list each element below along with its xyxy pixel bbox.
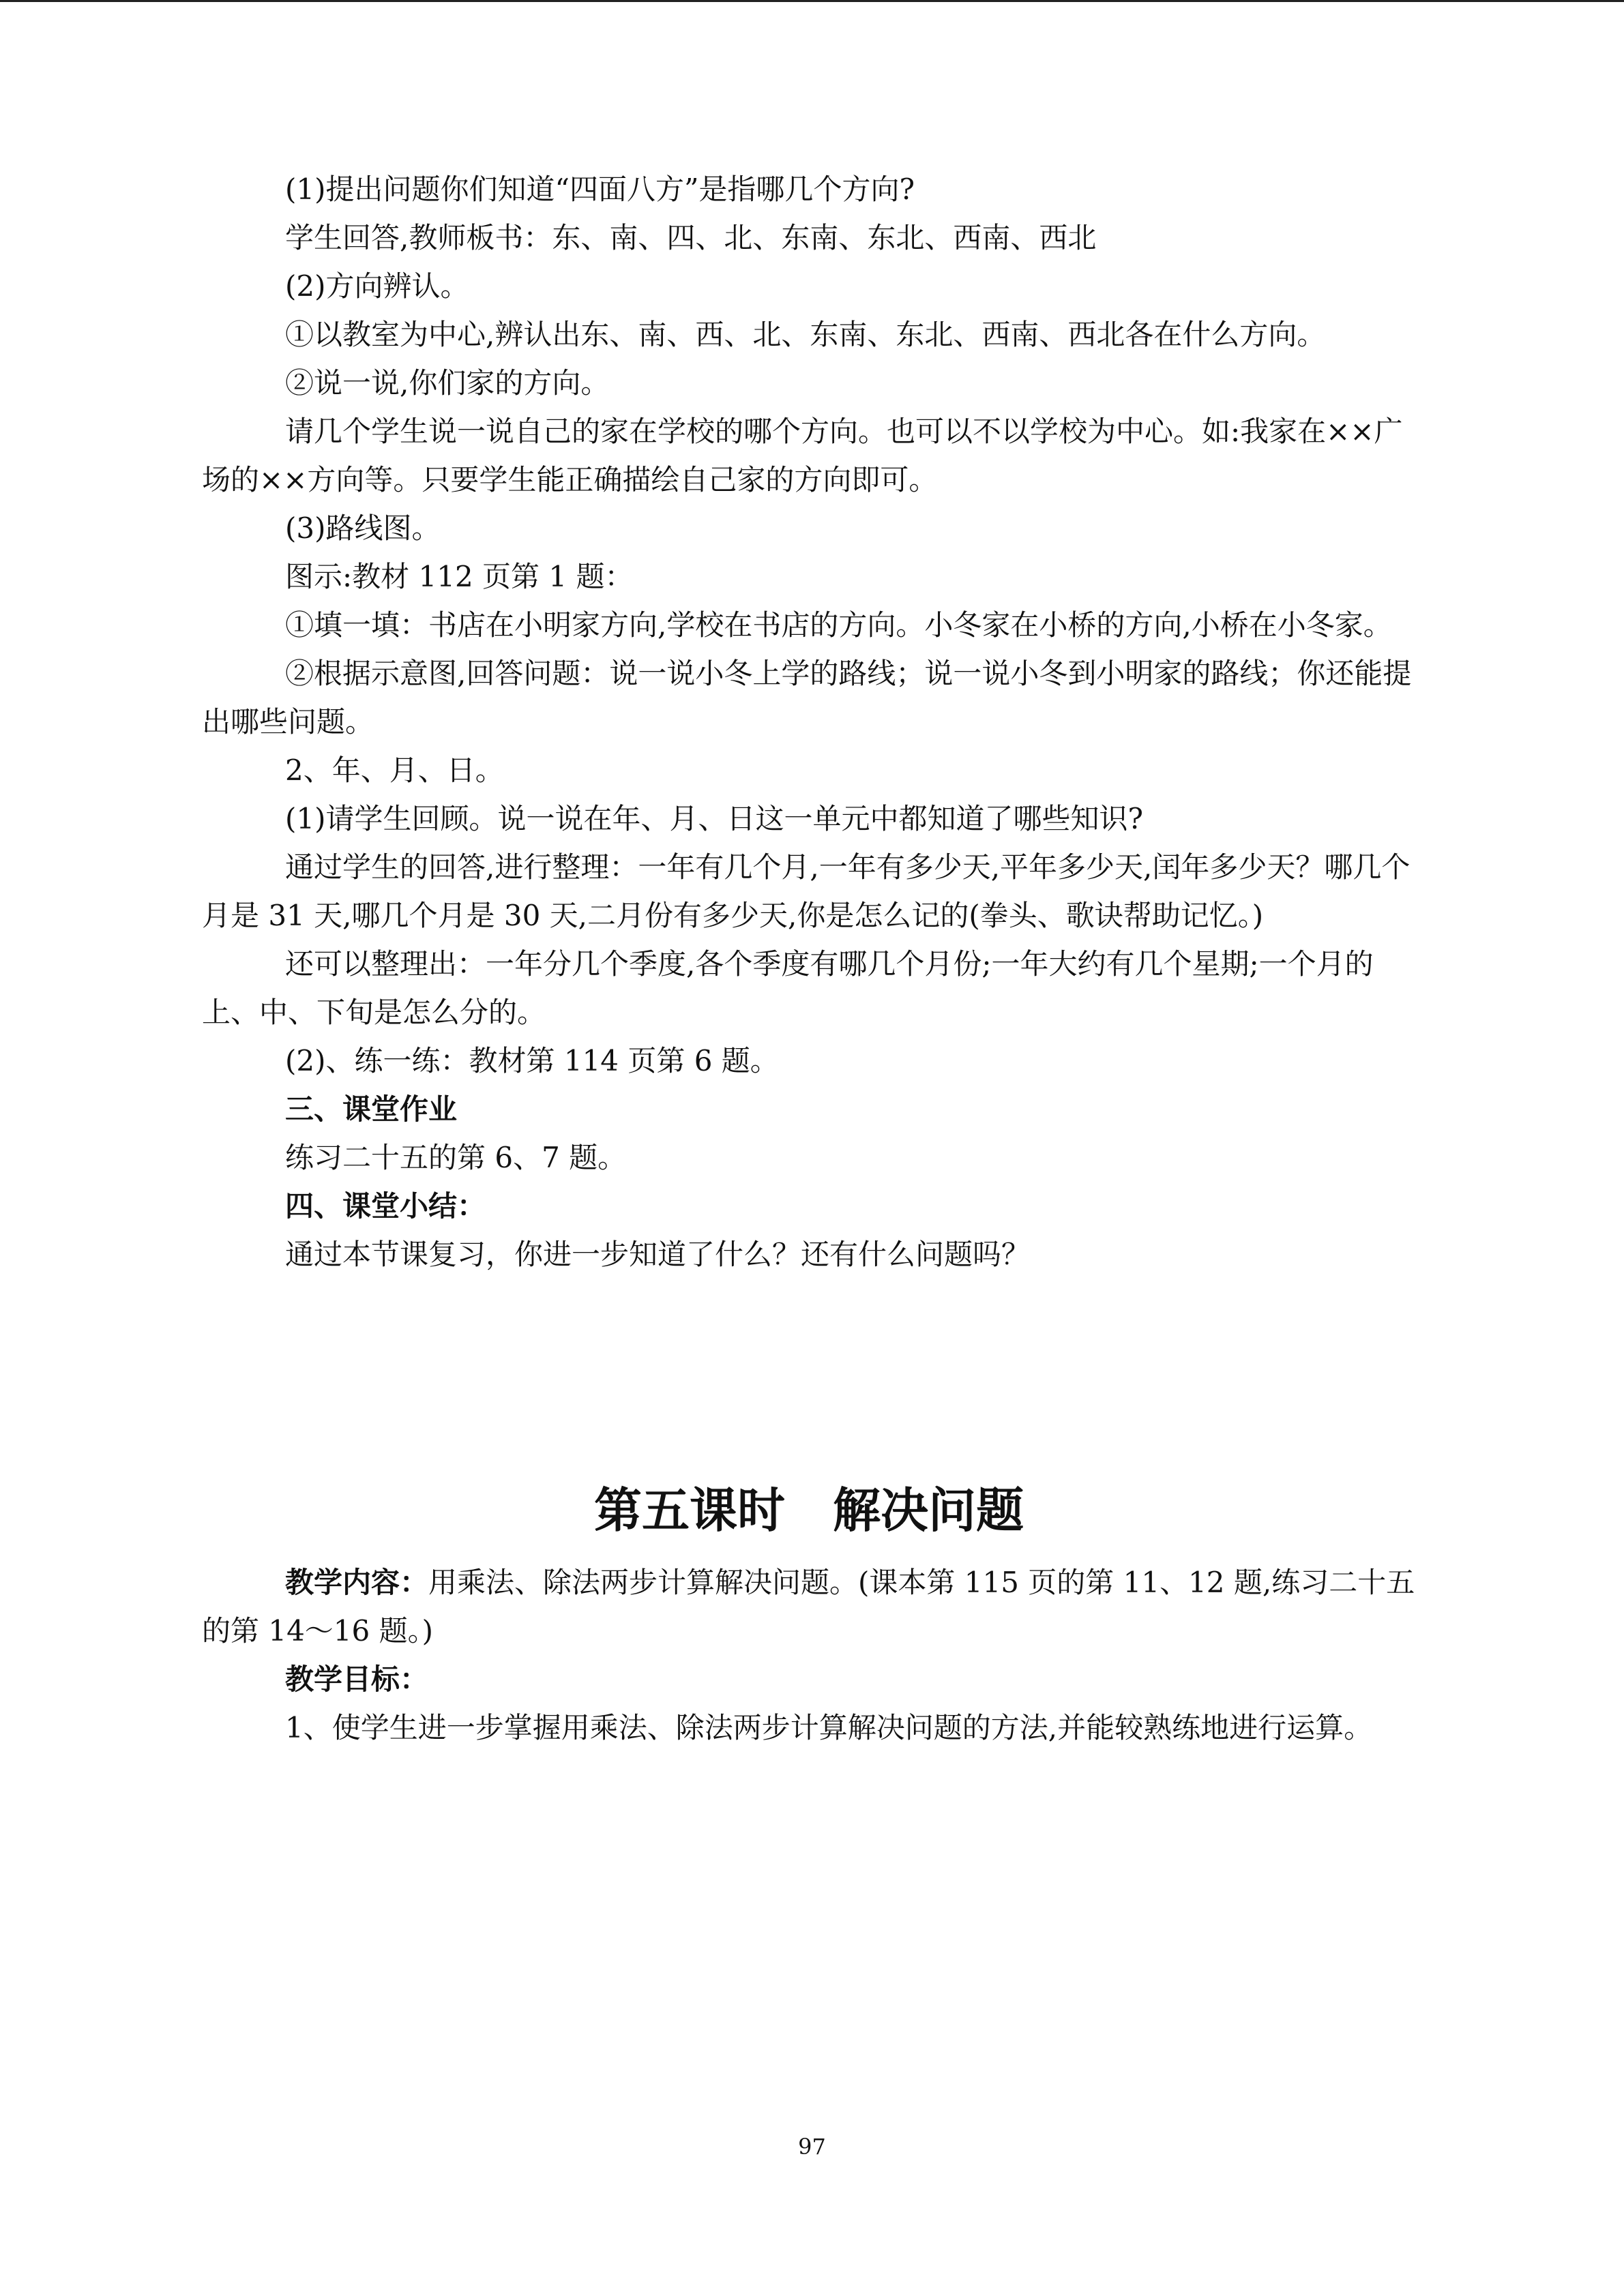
teaching-goal-item: 1、使学生进一步掌握用乘法、除法两步计算解决问题的方法,并能较熟练地进行运算。 (285, 1711, 1373, 1744)
teaching-content-paragraph (202, 1558, 1416, 1655)
paragraph: 2、年、月、日。 (285, 754, 504, 787)
section-gap (202, 1279, 1416, 1476)
top-border-rule (0, 0, 1624, 2)
paragraph: 还可以整理出：一年分几个季度,各个季度有哪几个月份;一年大约有几个星期;一个月的上、中、下旬是怎么分的。 (202, 947, 1374, 1029)
teaching-content-label: 教学内容： (285, 1566, 429, 1599)
paragraph: 学生回答,教师板书：东、南、四、北、东南、东北、西南、西北 (285, 221, 1097, 254)
paragraph: 图示:教材 112 页第 1 题： (285, 560, 634, 593)
paragraph: ②根据示意图,回答问题：说一说小冬上学的路线；说一说小冬到小明家的路线；你还能提出哪些问题。 (202, 657, 1412, 739)
teaching-goal-label: 教学目标： (285, 1663, 429, 1696)
lesson-title: 第五课时 解决问题 (594, 1482, 1024, 1538)
paragraph: 请几个学生说一说自己的家在学校的哪个方向。也可以不以学校为中心。如:我家在××广场的××方向等。只要学生能正确描绘自己家的方向即可。 (202, 415, 1403, 496)
paragraph: 通过学生的回答,进行整理：一年有几个月,一年有多少天,平年多少天,闰年多少天？哪几个月是 31 天,哪几个月是 30 天,二月份有多少天,你是怎么记的(拳头、歌诀帮助记忆。) (202, 850, 1411, 932)
paragraph: (1)请学生回顾。说一说在年、月、日这一单元中都知道了哪些知识? (285, 802, 1144, 835)
page-body (202, 165, 1416, 1752)
page-number: 97 (798, 2134, 826, 2160)
paragraph: (3)路线图。 (285, 511, 441, 545)
paragraph: ①填一填：书店在小明家方向,学校在书店的方向。小冬家在小桥的方向,小桥在小冬家。 (285, 608, 1392, 642)
teaching-content-text: 用乘法、除法两步计算解决问题。(课本第 115 页的第 11、12 题,练习二十五的第 14～16 题。) (202, 1566, 1415, 1648)
section-heading-homework: 三、课堂作业 (285, 1092, 458, 1126)
paragraph: ①以教室为中心,辨认出东、南、西、北、东南、东北、西南、西北各在什么方向。 (285, 318, 1326, 351)
paragraph: ②说一说,你们家的方向。 (285, 366, 610, 400)
paragraph: (2)方向辨认。 (285, 269, 469, 303)
section-heading-summary: 四、课堂小结： (285, 1189, 486, 1223)
paragraph: (2)、练一练：教材第 114 页第 6 题。 (285, 1044, 779, 1077)
paragraph: (1)提出问题你们知道“四面八方”是指哪几个方向? (285, 173, 915, 206)
paragraph: 通过本节课复习，你进一步知道了什么？还有什么问题吗？ (285, 1238, 1031, 1271)
paragraph: 练习二十五的第 6、7 题。 (285, 1141, 627, 1174)
